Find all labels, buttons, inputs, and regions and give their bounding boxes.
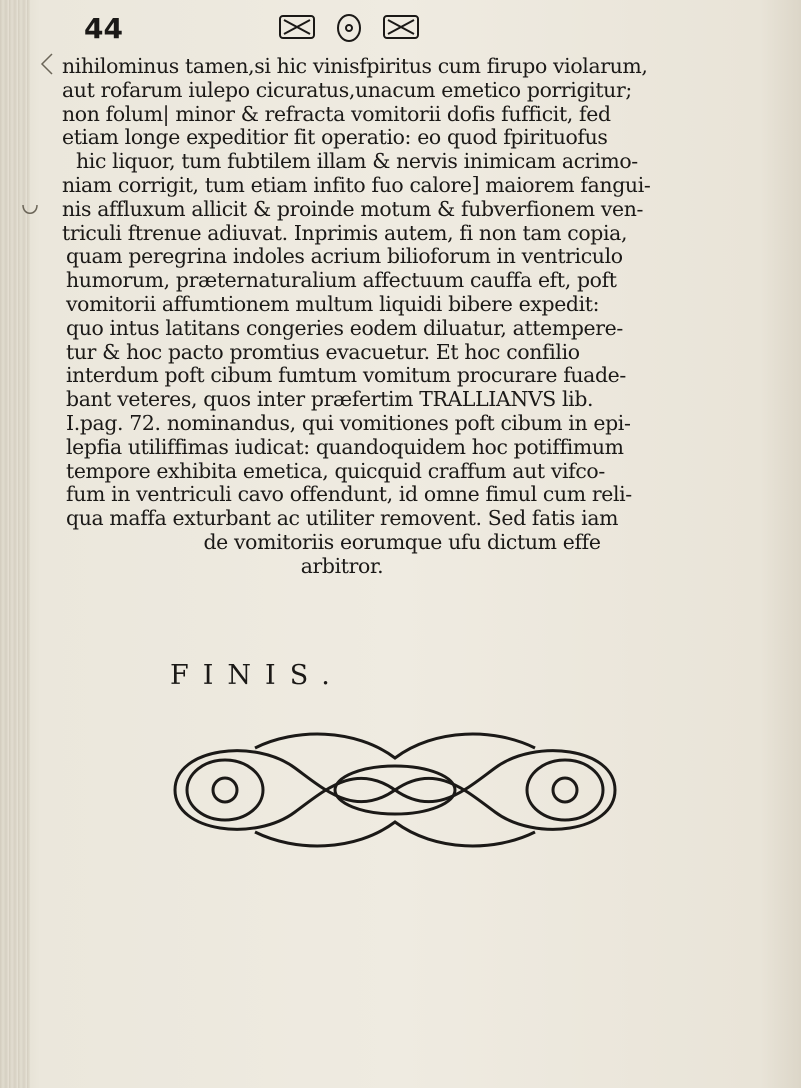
text-line: humorum, præternaturalium affectuum cauffa eft, poft bbox=[66, 268, 617, 293]
text-line: bant veteres, quos inter præfertim TRALLIANVS lib. bbox=[66, 387, 594, 412]
text-line: aut rofarum iulepo cicuratus,unacum emetico porrigitur; bbox=[62, 77, 632, 102]
tailpiece-ornament bbox=[155, 728, 635, 852]
margin-mark-top bbox=[38, 52, 58, 76]
text-line: nis affluxum allicit & proinde motum & fubverfionem ven- bbox=[62, 196, 644, 221]
finis-heading: FINIS. bbox=[170, 660, 344, 691]
text-line: lepfia utiliffimas iudicat: quandoquidem hoc potiffimum bbox=[66, 434, 624, 459]
body-text bbox=[62, 55, 762, 579]
text-line: qua maffa exturbant ac utiliter removent. Sed fatis iam bbox=[66, 506, 619, 531]
text-line: quam peregrina indoles acrium bilioforum in ventriculo bbox=[66, 244, 623, 269]
text-line: nihilominus tamen,si hic vinisfpiritus cum firupo violarum, bbox=[62, 54, 648, 78]
text-line: tempore exhibita emetica, quicquid craffum aut vifco- bbox=[66, 458, 605, 483]
text-line: etiam longe expeditior fit operatio: eo quod fpirituofus bbox=[62, 125, 608, 150]
text-line: interdum poft cibum fumtum vomitum procurare fuade- bbox=[66, 363, 626, 388]
text-line: fum in ventriculi cavo offendunt, id omne fimul cum reli- bbox=[66, 482, 632, 507]
page-header bbox=[84, 8, 644, 56]
page-number: 44 bbox=[84, 12, 123, 45]
text-line: triculi ftrenue adiuvat. Inprimis autem, fi non tam copia, bbox=[62, 220, 628, 245]
text-line: hic liquor, tum fubtilem illam & nervis inimicam acrimo- bbox=[76, 149, 638, 174]
text-line: de vomitoriis eorumque ufu dictum effe bbox=[203, 529, 601, 554]
text-line: quo intus latitans congeries eodem diluatur, attempere- bbox=[66, 315, 623, 340]
text-line: non folum| minor & refracta vomitorii dofis fufficit, fed bbox=[62, 101, 611, 126]
text-line: arbitror. bbox=[300, 553, 384, 578]
binding-gutter bbox=[0, 0, 30, 1088]
header-ornament bbox=[274, 8, 424, 48]
text-line: vomitorii affumtionem multum liquidi bibere expedit: bbox=[66, 291, 600, 316]
margin-mark-mid bbox=[20, 202, 40, 220]
text-line: tur & hoc pacto promtius evacuetur. Et hoc confilio bbox=[66, 339, 580, 364]
text-line: niam corrigit, tum etiam infito fuo calore] maiorem fangui- bbox=[62, 172, 651, 197]
text-line: I.pag. 72. nominandus, qui vomitiones poft cibum in epi- bbox=[66, 410, 631, 435]
